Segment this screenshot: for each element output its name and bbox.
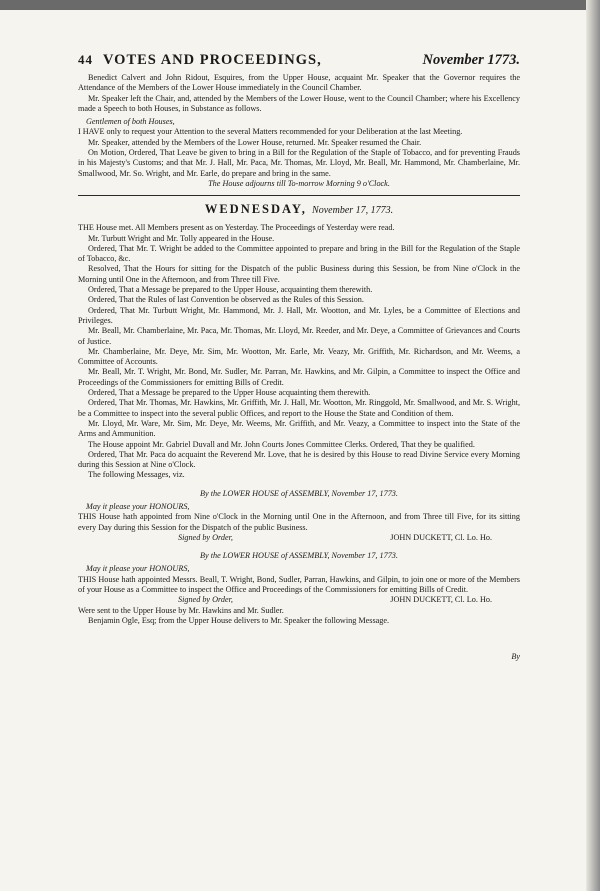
scan-edge-top — [0, 0, 600, 10]
paragraph: Were sent to the Upper House by Mr. Hawkins and Mr. Sudler. — [78, 605, 284, 615]
paragraph: The following Messages, viz. — [88, 470, 185, 480]
paragraph: On Motion, Ordered, That Leave be given to bring in a Bill for the Regulation of the Staple of Tobacco, and for preventing Frauds in his Majesty's Customs; and that Mr. J. Hall, Mr. Paca, Mr. Thomas, Mr. Lloyd, Mr. Beall, Mr. Hammond, Mr. Chamberlaine, Mr. Smallwood, Mr. So. Wright, and Mr. Earle, do prepare and bring in the same. — [78, 148, 520, 178]
message-body: THIS House hath appointed Messrs. Beall, T. Wright, Bond, Sudler, Parran, Hawkins, and Gilpin, to join one or more of the Members of your House as a Committee to inspect the Office and Proceedings of the Commissioners for emitting Bills of Credit. — [78, 574, 520, 595]
scan-edge-right — [586, 0, 600, 891]
paragraph: Mr. Turbutt Wright and Mr. Tolly appeared in the House. — [88, 233, 275, 243]
paragraph: Mr. Speaker, attended by the Members of the Lower House, returned. Mr. Speaker resumed the Chair. — [88, 137, 422, 147]
day-date: November 17, 1773. — [312, 205, 394, 217]
paragraph: Mr. Beall, Mr. T. Wright, Mr. Bond, Mr. Sudler, Mr. Parran, Mr. Hawkins, and Mr. Gilpin, a Committee to inspect the Office and Proceedings of the Commissioners for emitting Bills of Credit. — [78, 367, 520, 387]
speech-body: I HAVE only to request your Attention to the several Matters recommended for your Deliberation at the last Meeting. — [78, 127, 463, 137]
day-name: WEDNESDAY, — [204, 202, 307, 217]
paragraph: THE House met. All Members present as on Yesterday. The Proceedings of Yesterday were read. — [78, 223, 395, 233]
paragraph: Mr. Lloyd, Mr. Ware, Mr. Sim, Mr. Deye, Mr. Weems, Mr. Griffith, and Mr. Veazy, a Committee to inspect into the State of the Arms and Ammunition. — [78, 418, 520, 439]
signed-by-order: Signed by Order, — [178, 595, 233, 605]
paragraph: Resolved, That the Hours for sitting for the Dispatch of the public Business during this Session, be from Nine o'Clock in the Morning until One in the Afternoon, and from Three till Five. — [78, 264, 520, 284]
paragraph: Ordered, That Mr. Thomas, Mr. Hawkins, Mr. Griffith, Mr. J. Hall, Mr. Wootton, Mr. Ringgold, Mr. Smallwood, and Mr. S. Wright, be a Committee to inspect into the several public Offices, and report to the House the State and Condition of them. — [78, 398, 520, 418]
paragraph: Ordered, That Mr. Paca do acquaint the Reverend Mr. Love, that he is desired by this House to read Divine Service every Morning during this Session at Nine o'Clock. — [78, 449, 520, 470]
message-heading: By the LOWER HOUSE of ASSEMBLY, November 17, 1773. — [200, 551, 398, 561]
message-signature-row — [78, 533, 520, 543]
message-body: THIS House hath appointed from Nine o'Clock in the Morning until One in the Afternoon, and from Three till Five, for its sitting every Day during this Session for the Dispatch of the public Business. — [78, 512, 520, 532]
paragraph: Benedict Calvert and John Ridout, Esquires, from the Upper House, acquaint Mr. Speaker that the Governor requires the Attendance of the Members of the Lower House immediately in the Council Chamber. — [78, 73, 520, 93]
running-title: VOTES AND PROCEEDINGS, — [103, 52, 322, 68]
section-divider — [78, 195, 520, 196]
message-signature-row — [78, 595, 520, 605]
page-number: 44 — [78, 52, 93, 67]
paragraph: Mr. Speaker left the Chair, and, attended by the Members of the Lower House, went to the Council Chamber; where his Excellency made a Speech to both Houses, in Substance as follows. — [78, 93, 520, 113]
signed-by-order: Signed by Order, — [178, 532, 233, 542]
clerk-signature: JOHN DUCKETT, Cl. Lo. Ho. — [390, 595, 492, 605]
paragraph: Benjamin Ogle, Esq; from the Upper House delivers to Mr. Speaker the following Message. — [88, 615, 390, 625]
clerk-signature: JOHN DUCKETT, Cl. Lo. Ho. — [390, 532, 492, 542]
day-heading — [78, 202, 520, 217]
paragraph: The House appoint Mr. Gabriel Duvall and Mr. John Courts Jones Committee Clerks. Ordered, That they be qualified. — [88, 439, 475, 449]
paragraph: Ordered, That the Rules of last Convention be observed as the Rules of this Session. — [88, 295, 364, 305]
message-salutation: May it please your HONOURS, — [86, 501, 190, 511]
page-header — [78, 52, 520, 69]
paragraph: Ordered, That a Message be prepared to the Upper House acquainting them therewith. — [88, 388, 371, 398]
paragraph: Mr. Beall, Mr. Chamberlaine, Mr. Paca, Mr. Thomas, Mr. Lloyd, Mr. Reeder, and Mr. Deye, a Committee of Grievances and Courts of Justice. — [78, 326, 520, 346]
message-salutation: May it please your HONOURS, — [86, 564, 190, 574]
paragraph: Ordered, That Mr. T. Wright be added to the Committee appointed to prepare and bring in the Bill for the Regulation of the Staple of Tobacco, &c. — [78, 243, 520, 264]
paragraph: Ordered, That Mr. Turbutt Wright, Mr. Hammond, Mr. J. Hall, Mr. Wootton, and Mr. Lyles, be a Committee of Elections and Privileges. — [78, 305, 520, 325]
message-heading: By the LOWER HOUSE of ASSEMBLY, November 17, 1773. — [200, 488, 398, 498]
catchword: By — [511, 652, 520, 662]
running-date: November 1773. — [422, 52, 520, 68]
speech-salutation: Gentlemen of both Houses, — [86, 117, 175, 127]
paragraph: Mr. Chamberlaine, Mr. Deye, Mr. Sim, Mr. Wootton, Mr. Earle, Mr. Veazy, Mr. Griffith, Mr. Richardson, and Mr. Weems, a Committee of Accounts. — [78, 346, 520, 367]
adjournment-line: The House adjourns till To-morrow Morning 9 o'Clock. — [208, 178, 390, 188]
paragraph: Ordered, That a Message be prepared to the Upper House, acquainting them therewith. — [88, 285, 373, 295]
